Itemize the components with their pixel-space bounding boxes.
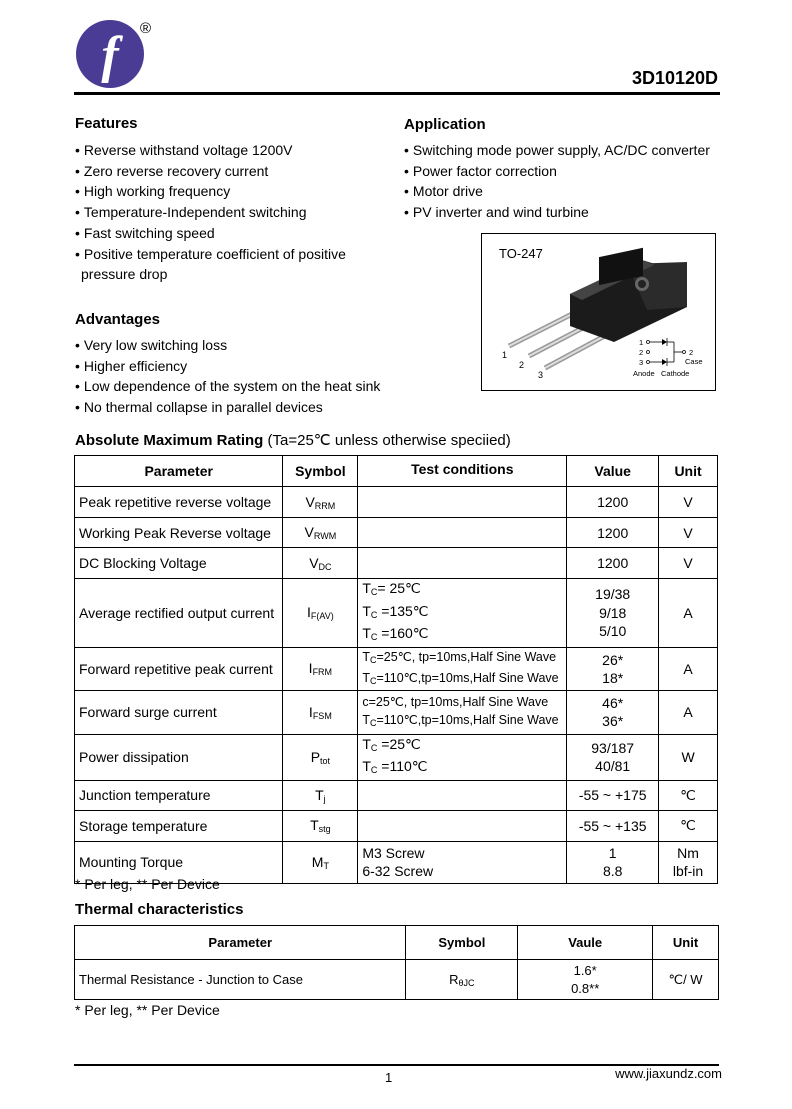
package-figure (481, 233, 716, 391)
table-row (75, 734, 718, 780)
symbol-cell: $T_{stg}$ (283, 810, 358, 841)
param-cell: Mounting Torque (75, 841, 283, 883)
pin-3-label: 3 (538, 370, 544, 380)
table-row (75, 810, 718, 841)
value-cell: 1200 (567, 548, 659, 579)
symbol-cell: $M_T$ (283, 841, 358, 883)
list-item: • Fast switching speed (75, 223, 346, 244)
unit-cell: A (659, 579, 718, 648)
svg-text:f: f (101, 27, 119, 84)
website-link[interactable]: www.jiaxundz.com (615, 1066, 722, 1081)
col-value: Value (567, 456, 659, 487)
list-item: • Zero reverse recovery current (75, 161, 346, 182)
part-number: 3D10120D (631, 68, 718, 88)
table-row (75, 690, 718, 734)
param-cell: Average rectified output current (75, 579, 283, 648)
value-cell: 19/38 9/18 5/10 (567, 579, 659, 648)
param-cell: Forward repetitive peak current (75, 647, 283, 690)
unit-cell: V (659, 548, 718, 579)
param-cell: Junction temperature (75, 780, 283, 810)
sym-pin-1: 1 (639, 338, 644, 347)
registered-mark: ® (140, 20, 152, 37)
col-parameter: Parameter (75, 456, 283, 487)
value-cell: 1.6* 0.8** (518, 960, 653, 1000)
table-row (75, 780, 718, 810)
pin-1-label: 1 (502, 350, 508, 360)
symbol-cell: $R_{\theta JC}$ (406, 960, 518, 1000)
company-logo (76, 20, 144, 88)
thermal-footnote: * Per leg, ** Per Device (75, 1002, 220, 1018)
value-cell: 1 8.8 (567, 841, 659, 883)
advantages-heading: Advantages (75, 311, 161, 328)
unit-cell: A (659, 647, 718, 690)
absolute-max-rating-table (74, 455, 718, 884)
col-unit: Unit (653, 926, 719, 960)
to247-package-illustration (482, 234, 714, 389)
list-item: • Switching mode power supply, AC/DC converter (404, 140, 710, 161)
sym-cathode: Cathode (661, 369, 690, 378)
list-item: • Motor drive (404, 181, 710, 202)
param-cell: Thermal Resistance - Junction to Case (75, 960, 406, 1000)
unit-cell: V (659, 487, 718, 518)
condition-cell (358, 810, 567, 841)
application-list (404, 140, 710, 223)
features-heading: Features (75, 115, 138, 132)
unit-cell: A (659, 690, 718, 734)
sym-anode: Anode (633, 369, 655, 378)
param-cell: Storage temperature (75, 810, 283, 841)
value-cell: -55 ~ +135 (567, 810, 659, 841)
condition-cell (358, 780, 567, 810)
list-item: • PV inverter and wind turbine (404, 202, 710, 223)
unit-cell: V (659, 518, 718, 548)
thermal-table (74, 925, 719, 1000)
value-cell: 1200 (567, 518, 659, 548)
table-row (75, 548, 718, 579)
unit-cell: ℃ (659, 810, 718, 841)
amr-title-bold: Absolute Maximum Rating (75, 432, 264, 449)
symbol-cell: $V_{RWM}$ (283, 518, 358, 548)
amr-footnote: * Per leg, ** Per Device (75, 876, 220, 892)
sym-case: Case (685, 357, 703, 366)
symbol-cell: $V_{RRM}$ (283, 487, 358, 518)
diode-schematic-icon (633, 338, 703, 378)
application-heading: Application (404, 116, 486, 133)
list-item: • Positive temperature coefficient of positive (75, 244, 346, 265)
package-name: TO-247 (499, 246, 543, 261)
value-cell: -55 ~ +175 (567, 780, 659, 810)
table-row (75, 960, 719, 1000)
condition-cell: $T_C=25℃$, tp=10ms,Half Sine Wave $T_C=110℃,tp=10ms,Half$ Sine Wave (358, 647, 567, 690)
condition-cell (358, 487, 567, 518)
list-item: • Very low switching loss (75, 335, 380, 356)
advantages-list (75, 335, 380, 418)
unit-cell: Nm lbf-in (659, 841, 718, 883)
list-item: • Temperature-Independent switching (75, 202, 346, 223)
unit-cell: ℃/ W (653, 960, 719, 1000)
col-value: Vaule (518, 926, 653, 960)
table-header-row (75, 926, 719, 960)
sym-case-num: 2 (689, 348, 694, 357)
list-item: • Reverse withstand voltage 1200V (75, 140, 346, 161)
table-row (75, 579, 718, 648)
condition-cell: c=25℃, tp=10ms,Half Sine Wave $T_C=110℃,tp=10ms,Half$ Sine Wave (358, 690, 567, 734)
features-list (75, 140, 346, 285)
symbol-cell: $I_{F(AV)}$ (283, 579, 358, 648)
param-cell: Peak repetitive reverse voltage (75, 487, 283, 518)
value-cell: 46* 36* (567, 690, 659, 734)
list-item: • High working frequency (75, 181, 346, 202)
table-row (75, 518, 718, 548)
condition-cell (358, 548, 567, 579)
list-item: • Higher efficiency (75, 356, 380, 377)
param-cell: Forward surge current (75, 690, 283, 734)
col-unit: Unit (659, 456, 718, 487)
table-header-row (75, 456, 718, 487)
table-row (75, 647, 718, 690)
param-cell: DC Blocking Voltage (75, 548, 283, 579)
value-cell: 93/187 40/81 (567, 734, 659, 780)
value-cell: 26* 18* (567, 647, 659, 690)
col-parameter: Parameter (75, 926, 406, 960)
param-cell: Power dissipation (75, 734, 283, 780)
symbol-cell: $P_{tot}$ (283, 734, 358, 780)
symbol-cell: $I_{FSM}$ (283, 690, 358, 734)
list-item: • Low dependence of the system on the heat sink (75, 376, 380, 397)
sym-pin-3: 3 (639, 358, 644, 367)
header-rule (74, 92, 720, 95)
amr-title (75, 431, 511, 449)
symbol-cell: $I_{FRM}$ (283, 647, 358, 690)
value-cell: 1200 (567, 487, 659, 518)
condition-cell: $T_C=$ 25℃ $T_C$ =135℃ $T_C$ =160℃ (358, 579, 567, 648)
condition-cell: $T_C$ =25℃ $T_C$ =110℃ (358, 734, 567, 780)
condition-cell: M3 Screw 6-32 Screw (358, 841, 567, 883)
unit-cell: W (659, 734, 718, 780)
symbol-cell: $T_j$ (283, 780, 358, 810)
list-item: • No thermal collapse in parallel devices (75, 397, 380, 418)
col-symbol: Symbol (406, 926, 518, 960)
condition-cell (358, 518, 567, 548)
col-test-conditions: Test conditions (358, 456, 567, 487)
amr-title-conditions: (Ta=25℃ unless otherwise speciied) (263, 432, 511, 449)
param-cell: Working Peak Reverse voltage (75, 518, 283, 548)
thermal-heading: Thermal characteristics (75, 901, 244, 918)
symbol-cell: $V_{DC}$ (283, 548, 358, 579)
list-item-continuation: pressure drop (81, 266, 168, 283)
list-item: • Power factor correction (404, 161, 710, 182)
page-number: 1 (385, 1070, 393, 1085)
sym-pin-2: 2 (639, 348, 644, 357)
pin-2-label: 2 (519, 360, 525, 370)
col-symbol: Symbol (283, 456, 358, 487)
table-row (75, 487, 718, 518)
unit-cell: ℃ (659, 780, 718, 810)
